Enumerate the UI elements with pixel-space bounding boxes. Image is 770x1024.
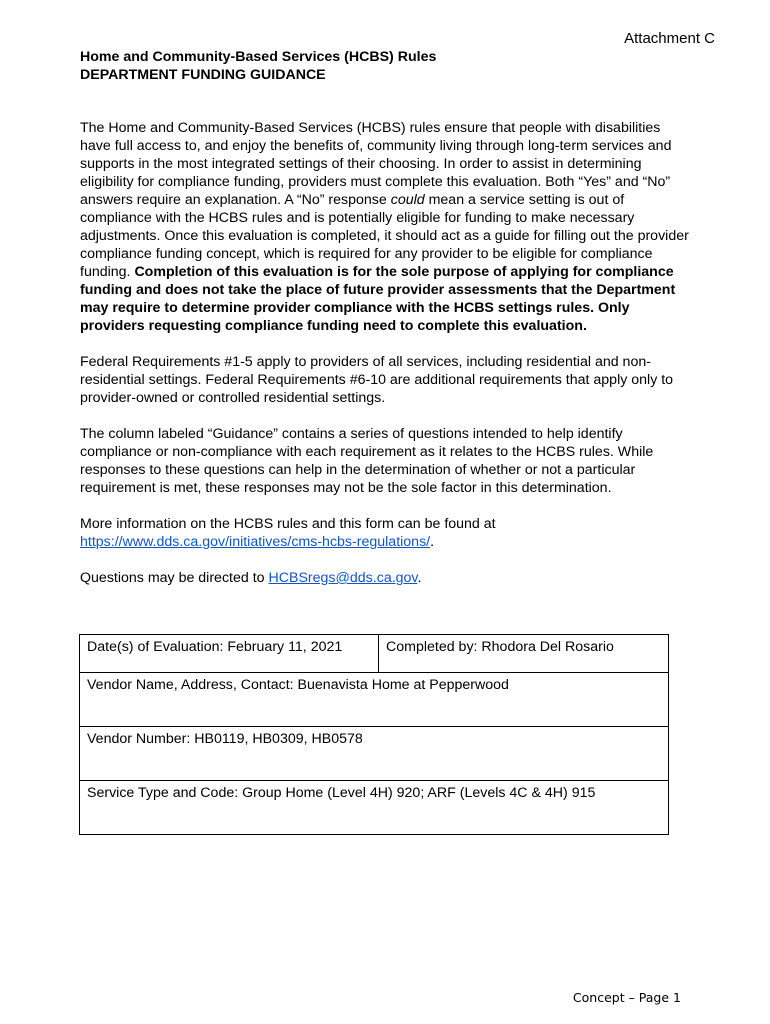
- vendor-name-cell: Vendor Name, Address, Contact: Buenavista Home at Pepperwood: [80, 673, 669, 727]
- intro-text-b: mean a service setting is out of compliance with the HCBS rules and is potentially eligible for funding to make necessary adjustments. Once this evaluation is completed, it should act as a guide for filling out the provider compliance funding concept, which is required for any provider to be eligible for compliance funding.: [80, 192, 689, 280]
- more-info-paragraph: [80, 515, 692, 551]
- intro-text-a: The Home and Community-Based Services (HCBS) rules ensure that people with disabilities have full access to, and enjoy the benefits of, community living through long-term services and supports in the most integrated settings of their choosing. In order to assist in determining eligibility for compliance funding, providers must complete this evaluation. Both “Yes” and “No” answers require an explanation. A “No” response: [80, 120, 672, 208]
- questions-paragraph: [80, 569, 692, 587]
- more-info-suffix: .: [430, 534, 435, 550]
- document-body: [80, 119, 692, 605]
- completed-by-cell: Completed by: Rhodora Del Rosario: [379, 635, 669, 673]
- attachment-label: Attachment C: [624, 30, 715, 47]
- evaluation-dates-cell: Date(s) of Evaluation: February 11, 2021: [80, 635, 379, 673]
- form-row-vendor-number: [80, 727, 669, 781]
- regulations-link[interactable]: https://www.dds.ca.gov/initiatives/cms-hcbs-regulations/: [80, 534, 431, 550]
- evaluation-form-table: [79, 634, 669, 835]
- guidance-paragraph: The column labeled “Guidance” contains a series of questions intended to help identify compliance or non-compliance with each requirement as it relates to the HCBS rules. While responses to these questions can help in the determination of whether or not a particular requirement is met, these responses may not be the sole factor in this determination.: [80, 426, 654, 496]
- questions-suffix: .: [417, 570, 422, 586]
- email-link[interactable]: HCBSregs@dds.ca.gov: [268, 570, 418, 586]
- intro-bold-text: Completion of this evaluation is for the sole purpose of applying for compliance funding and does not take the place of future provider assessments that the Department may require to determine provider compliance with the HCBS settings rules. Only providers requesting compliance funding need to complete this evaluation.: [80, 264, 676, 334]
- service-type-cell: Service Type and Code: Group Home (Level 4H) 920; ARF (Levels 4C & 4H) 915: [80, 781, 669, 835]
- form-row-dates: [80, 635, 669, 673]
- document-heading: [80, 48, 436, 84]
- more-info-text: More information on the HCBS rules and this form can be found at: [80, 516, 496, 532]
- form-row-vendor-name: [80, 673, 669, 727]
- form-row-service-type: [80, 781, 669, 835]
- federal-requirements-paragraph: Federal Requirements #1-5 apply to providers of all services, including residential and non-residential settings. Federal Requirements #6-10 are additional requirements that apply only to provider-owned or controlled residential settings.: [80, 354, 674, 406]
- page-footer: Concept – Page 1: [572, 990, 681, 1005]
- vendor-number-cell: Vendor Number: HB0119, HB0309, HB0578: [80, 727, 669, 781]
- intro-paragraph: [80, 119, 692, 335]
- document-title: Home and Community-Based Services (HCBS) Rules: [80, 49, 437, 65]
- intro-italic: could: [390, 192, 425, 208]
- questions-text: Questions may be directed to: [80, 570, 269, 586]
- document-subtitle: DEPARTMENT FUNDING GUIDANCE: [80, 67, 326, 83]
